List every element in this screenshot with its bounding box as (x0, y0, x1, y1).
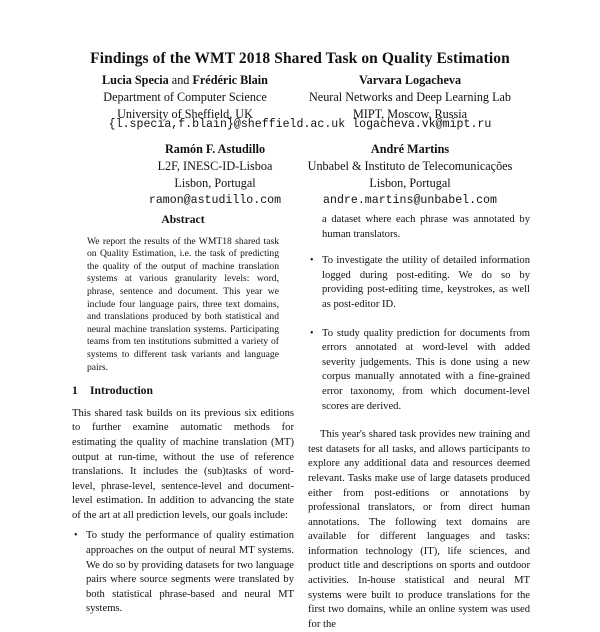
author-conjunction: and (171, 73, 190, 87)
list-item (308, 254, 530, 312)
intro-paragraph-2: This year's shared task provides new training and test datasets for all tasks, and allows participants to explore any additional data and resources deemed relevant. Tasks make use of large datasets produced either from post-editions or annotations by professional translators, or from direct human annotations. The following text domains are available for different languages and tasks: information technology (IT), life sciences, and product title and descriptions on sports and outdoor activities. In-house statistical and neural MT systems were built to produce translations for the first two domains, while an online system was used for the (308, 429, 530, 630)
author-location: University of Sheffield, UK (117, 107, 253, 121)
author-affiliation: Unbabel & Instituto de Telecomunicações (307, 159, 513, 173)
goals-list (72, 529, 294, 617)
section-heading-introduction (72, 384, 294, 399)
author-email: {l.specia,f.blain}@sheffield.ac.uk (108, 118, 346, 131)
list-item-text: To investigate the utility of detailed information logged during post-editing. We do so by providing post-editing time, keystrokes, as well as post-editor ID. (322, 255, 530, 310)
bullet-icon: • (310, 327, 314, 339)
author-names (60, 72, 310, 89)
author-names: André Martins (370, 142, 450, 156)
section-number: 1 (72, 384, 78, 398)
intro-paragraph: This shared task builds on its previous six editions to further examine automatic methods for estimating the quality of machine translation (MT) output at run-time, without the use of reference translations. It includes the (sub)tasks of word-level, phrase-level, sentence-level and document-level estimation. In addition to advancing the state of the art at all prediction levels, our goals include: (72, 407, 294, 521)
author-location: Lisbon, Portugal (369, 176, 451, 190)
author-email: ramon@astudillo.com (148, 194, 282, 207)
section-title-text: Introduction (90, 384, 153, 398)
author-affiliation: Neural Networks and Deep Learning Lab (308, 90, 512, 104)
author-block-mipt (295, 72, 525, 123)
author-name: Lucia Specia (102, 73, 169, 87)
author-block-sheffield (60, 72, 310, 123)
list-item-continuation: a dataset where each phrase was annotated by human translators. (322, 214, 530, 240)
bullet-icon: • (74, 530, 78, 542)
right-column (308, 213, 530, 632)
author-block-inesc (115, 141, 315, 209)
list-item (72, 529, 294, 617)
author-location: Lisbon, Portugal (174, 176, 256, 190)
goals-list-continued (308, 254, 530, 414)
author-affiliation: Department of Computer Science (103, 90, 267, 104)
author-email-row (0, 118, 600, 131)
list-item (308, 327, 530, 415)
left-column (72, 213, 294, 631)
author-block-unbabel (290, 141, 530, 209)
paper-title: Findings of the WMT 2018 Shared Task on Quality Estimation (90, 50, 510, 67)
abstract-text: We report the results of the WMT18 shared task on Quality Estimation, i.e. the task of predicting the quality of the output of machine translation systems at various granularity levels: word, phrase, sentence and document. This year we include four language pairs, three text domains, and translations produced by both statistical and neural machine translation systems. Participating teams from ten institutions submitted a variety of systems to different task variants and language pairs. (87, 235, 279, 373)
author-email: andre.martins@unbabel.com (323, 194, 497, 207)
author-affiliation: L2F, INESC-ID-Lisboa (157, 159, 273, 173)
author-names: Ramón F. Astudillo (164, 142, 266, 156)
bullet-icon: • (310, 255, 314, 267)
abstract-heading: Abstract (161, 213, 205, 226)
author-location: MIPT, Moscow, Russia (352, 107, 468, 121)
author-names: Varvara Logacheva (358, 73, 462, 87)
list-item-text: To study quality prediction for documents from errors annotated at word-level with added severity judgements. This is done using a new corpus manually annotated with a fine-grained error taxonomy, from which document-level scores are derived. (322, 327, 530, 412)
author-email: logacheva.vk@mipt.ru (352, 118, 492, 131)
list-item-text: To study the performance of quality estimation approaches on the output of neural MT systems. We do so by providing datasets for two language pairs where source segments were translated by both statistical phrase-based and neural MT systems. (86, 530, 294, 615)
author-name: Frédéric Blain (192, 73, 268, 87)
